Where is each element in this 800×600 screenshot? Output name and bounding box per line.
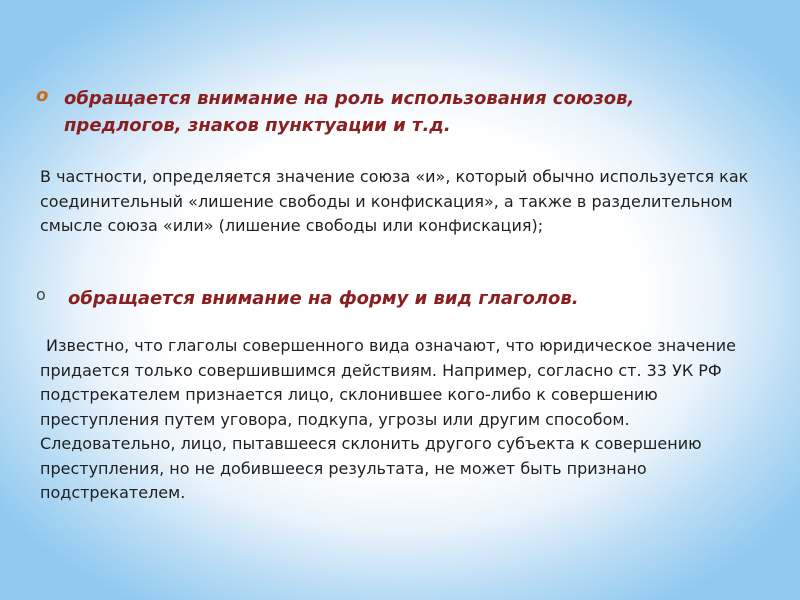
bullet-text-conjunctions: обращается внимание на роль использования союзов, предлогов, знаков пунктуации и т.д.: [64, 88, 635, 136]
bullet-marker-icon: o: [36, 85, 49, 106]
bullet-text-verbs: обращается внимание на форму и вид глаголов.: [68, 288, 579, 309]
paragraph-conjunction-meaning: В частности, определяется значение союза «и», который обычно используется как соединительный «лишение свободы и конфискация», а также в разделительном смысле союза «или» (лишение свободы или конфискация);: [40, 167, 749, 235]
bullet-item-conjunctions: [36, 85, 704, 139]
paragraph-verb-aspect: Известно, что глаголы совершенного вида означают, что юридическое значение придается только совершившимся действиям. Например, согласно ст. 33 УК РФ подстрекателем признается лицо, склонившее кого-либо к совершению преступления путем уговора, подкупа, угрозы или другим способом. Следовательно, лицо, пытавшееся склонить другого субъекта к совершению преступления, но не добившееся результата, не может быть признано подстрекателем.: [40, 336, 736, 502]
bullet-marker-icon: o: [36, 285, 46, 304]
bullet-item-verbs: [36, 285, 708, 312]
